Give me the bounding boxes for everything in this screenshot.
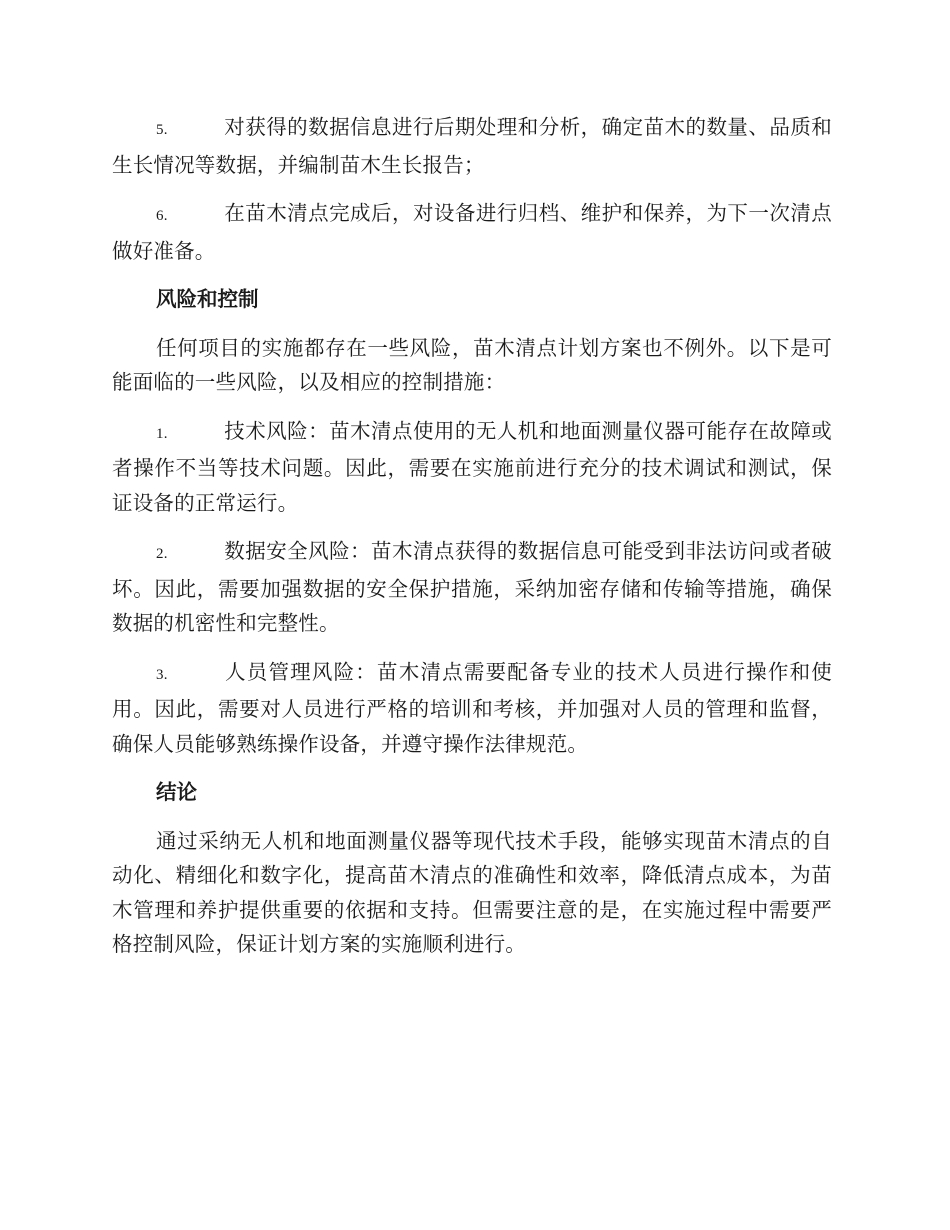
document-body — [112, 110, 832, 976]
list-number: 6. — [156, 208, 168, 224]
list-item — [112, 414, 832, 521]
list-item — [112, 655, 832, 762]
section-heading-conclusion: 结论 — [156, 780, 197, 804]
list-item-text: 在苗木清点完成后，对设备进行归档、维护和保养，为下一次清点做好准备。 — [112, 201, 832, 263]
list-number: 5. — [156, 122, 168, 138]
list-item-text: 对获得的数据信息进行后期处理和分析，确定苗木的数量、品质和生长情况等数据，并编制苗木生长报告； — [112, 115, 832, 177]
list-item — [112, 534, 832, 641]
list-item-text: 数据安全风险：苗木清点获得的数据信息可能受到非法访问或者破坏。因此，需要加强数据的安全保护措施，采纳加密存储和传输等措施，确保数据的机密性和完整性。 — [112, 539, 832, 635]
list-number: 1. — [156, 425, 168, 442]
list-number: 2. — [156, 546, 168, 562]
list-item-text: 人员管理风险：苗木清点需要配备专业的技术人员进行操作和使用。因此，需要对人员进行严格的培训和考核，并加强对人员的管理和监督，确保人员能够熟练操作设备，并遵守操作法律规范。 — [112, 659, 832, 756]
conclusion-paragraph: 通过采纳无人机和地面测量仪器等现代技术手段，能够实现苗木清点的自动化、精细化和数字化，提高苗木清点的准确性和效率，降低清点成本，为苗木管理和养护提供重要的依据和支持。但需要注意的是，在实施过程中需要严格控制风险，保证计划方案的实施顺利进行。 — [112, 828, 832, 956]
risk-intro-paragraph: 任何项目的实施都存在一些风险，苗木清点计划方案也不例外。以下是可能面临的一些风险，以及相应的控制措施： — [112, 335, 832, 394]
list-item — [112, 110, 832, 182]
section-heading-risk: 风险和控制 — [156, 287, 259, 311]
list-item — [112, 196, 832, 268]
list-item-text: 技术风险：苗木清点使用的无人机和地面测量仪器可能存在故障或者操作不当等技术问题。因此，需要在实施前进行充分的技术调试和测试，保证设备的正常运行。 — [112, 418, 832, 515]
list-number: 3. — [156, 666, 168, 683]
